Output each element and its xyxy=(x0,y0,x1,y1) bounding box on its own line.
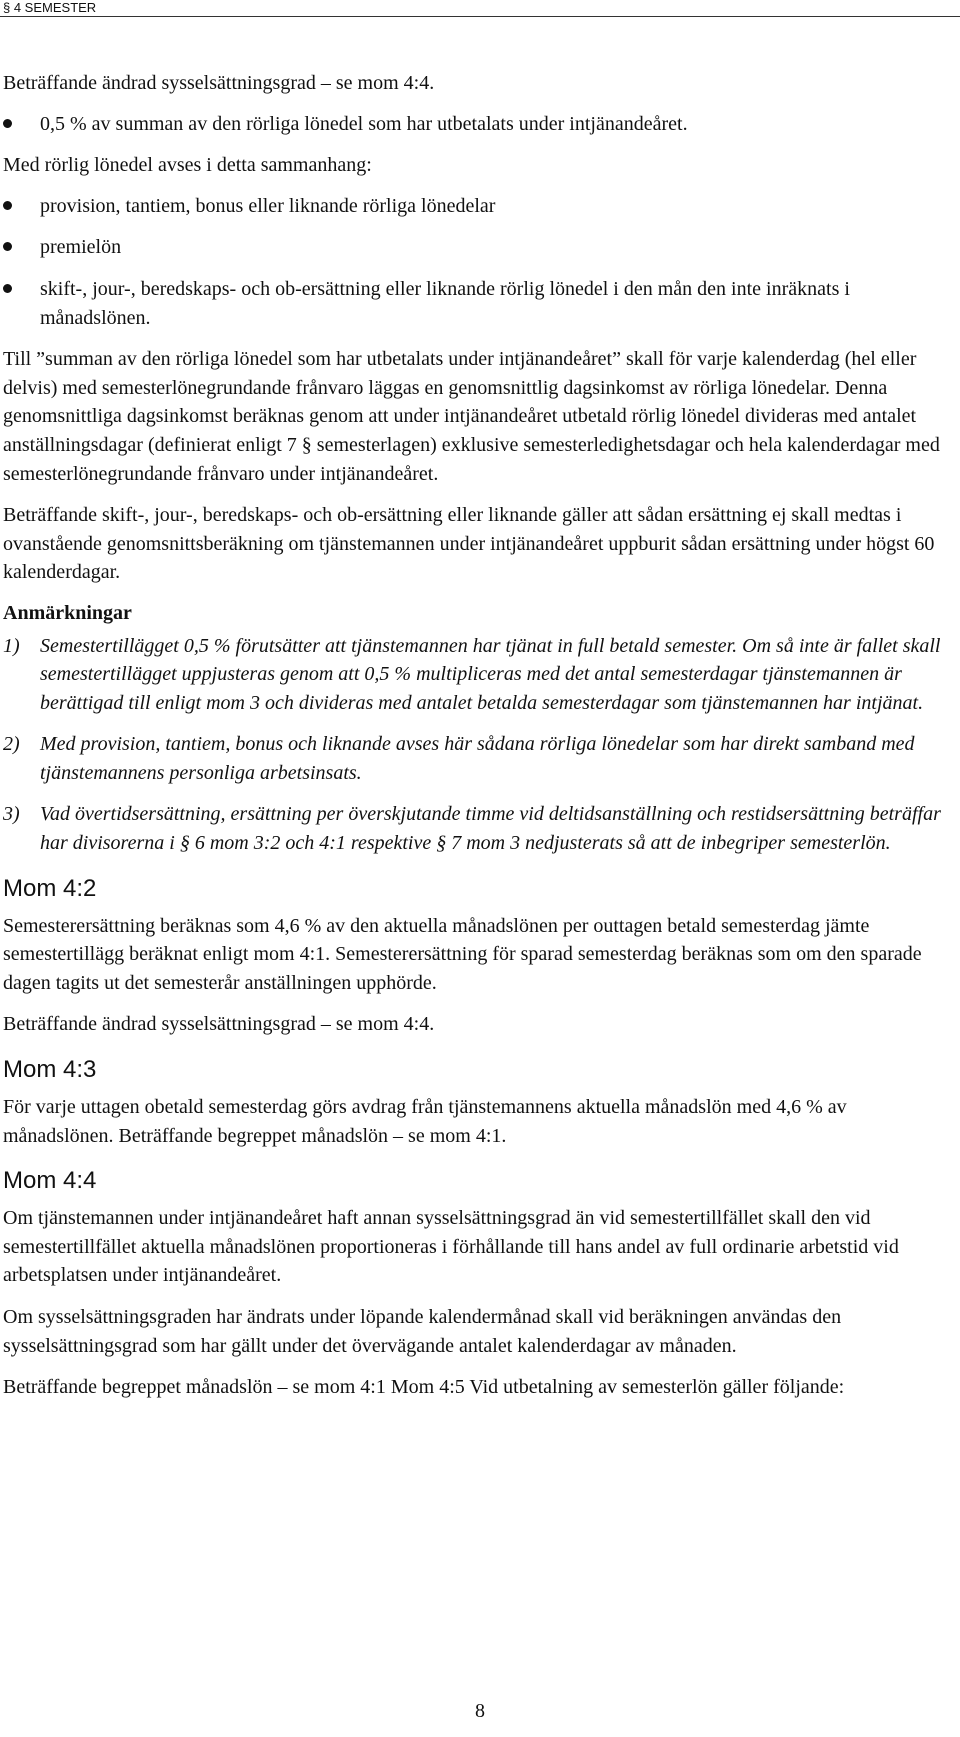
list-item: premielön xyxy=(3,233,957,262)
list-item: provision, tantiem, bonus eller liknande rörliga lönedelar xyxy=(3,192,957,221)
section-heading-mom-4-4: Mom 4:4 xyxy=(3,1167,97,1195)
list-item: skift-, jour-, beredskaps- och ob-ersättning eller liknande rörlig lönedel i den mån den inte inräknats i månadslönen. xyxy=(3,275,957,332)
paragraph: Semesterersättning beräknas som 4,6 % av den aktuella månadslönen per outtagen betald semesterdag jämte semestertillägg beräknat enligt mom 4:1. Semesterersättning för sparad semesterdag beräknas som om den sparade dagen tagits ut det semesterår anställningen upphörde. xyxy=(3,914,922,994)
bullet-icon xyxy=(3,119,12,128)
paragraph: Beträffande skift-, jour-, beredskaps- och ob-ersättning eller liknande gäller att sådan ersättning ej skall medtas i ovanstående genomsnittsberäkning om tjänstemannen under intjänandeåret uppburit sådan ersättning under högst 60 kalenderdagar. xyxy=(3,504,935,584)
note-item: 1) Semestertillägget 0,5 % förutsätter att tjänstemannen har tjänat in full betald semester. Om så inte är fallet skall semestertillägget uppjusteras genom att 0,5 % multipliceras med det antal semesterdagar tjänstemannen är berättigad till enligt mom 3 och divideras med antalet betalda semesterdagar som tjänstemannen har intjänat. xyxy=(3,634,941,714)
page-number: 8 xyxy=(475,1700,485,1722)
paragraph: Till ”summan av den rörliga lönedel som har utbetalats under intjänandeåret” skall för varje kalenderdag (hel eller delvis) med semesterlönegrundande frånvaro läggas en genomsnittlig dagsinkomst av rörliga lönedelar. Denna genomsnittliga dagsinkomst beräknas genom att under intjänandeåret utbetald rörlig lönedel divideras med antalet anställningsdagar (definierat enligt 7 § semesterlagen) exklusive semesterledighetsdagar och hela kalenderdagar med semesterlönegrundande frånvaro under intjänandeåret. xyxy=(3,348,940,485)
note-item: 3) Vad övertidsersättning, ersättning per överskjutande timme vid deltidsanställning och restidsersättning beträffar har divisorerna i § 6 mom 3:2 och 4:1 respektive § 7 mom 3 nedjusterats så att de inbegriper semesterlön. xyxy=(3,803,941,855)
list-item: 0,5 % av summan av den rörliga lönedel som har utbetalats under intjänandeåret. xyxy=(3,110,957,139)
variable-pay-intro: Med rörlig lönedel avses i detta sammanhang: xyxy=(3,154,372,177)
notes-heading: Anmärkningar xyxy=(3,601,132,624)
bullet-list-variable-pay xyxy=(3,192,957,332)
document-body xyxy=(3,69,957,1402)
intro-line: Beträffande ändrad sysselsättningsgrad – se mom 4:4. xyxy=(3,72,435,94)
paragraph: Beträffande begreppet månadslön – se mom 4:1 Mom 4:5 Vid utbetalning av semesterlön gäller följande: xyxy=(3,1376,845,1399)
section-heading-mom-4-2: Mom 4:2 xyxy=(3,874,97,902)
running-header: § 4 SEMESTER xyxy=(0,0,960,17)
bullet-icon xyxy=(3,242,12,251)
section-heading-mom-4-3: Mom 4:3 xyxy=(3,1056,97,1084)
note-item: 2) Med provision, tantiem, bonus och liknande avses här sådana rörliga lönedelar som har direkt samband med tjänstemannens personliga arbetsinsats. xyxy=(3,733,915,784)
paragraph: För varje uttagen obetald semesterdag görs avdrag från tjänstemannens aktuella månadslön med 4,6 % av månadslönen. Beträffande begreppet månadslön – se mom 4:1. xyxy=(3,1096,847,1147)
bullet-list-semestertillagg xyxy=(3,110,957,139)
bullet-icon xyxy=(3,284,12,293)
bullet-icon xyxy=(3,201,12,210)
paragraph: Om sysselsättningsgraden har ändrats under löpande kalendermånad skall vid beräkningen användas den sysselsättningsgrad som har gällt under det övervägande antalet kalenderdagar av månaden. xyxy=(3,1306,842,1357)
paragraph: Om tjänstemannen under intjänandeåret haft annan sysselsättningsgrad än vid semestertillfället skall den vid semestertillfället aktuella månadslönen proportioneras i förhållande till hans andel av full ordinarie arbetstid vid arbetsplatsen under intjänandeåret. xyxy=(3,1207,899,1287)
notes-list xyxy=(3,632,957,858)
paragraph: Beträffande ändrad sysselsättningsgrad – se mom 4:4. xyxy=(3,1013,435,1036)
